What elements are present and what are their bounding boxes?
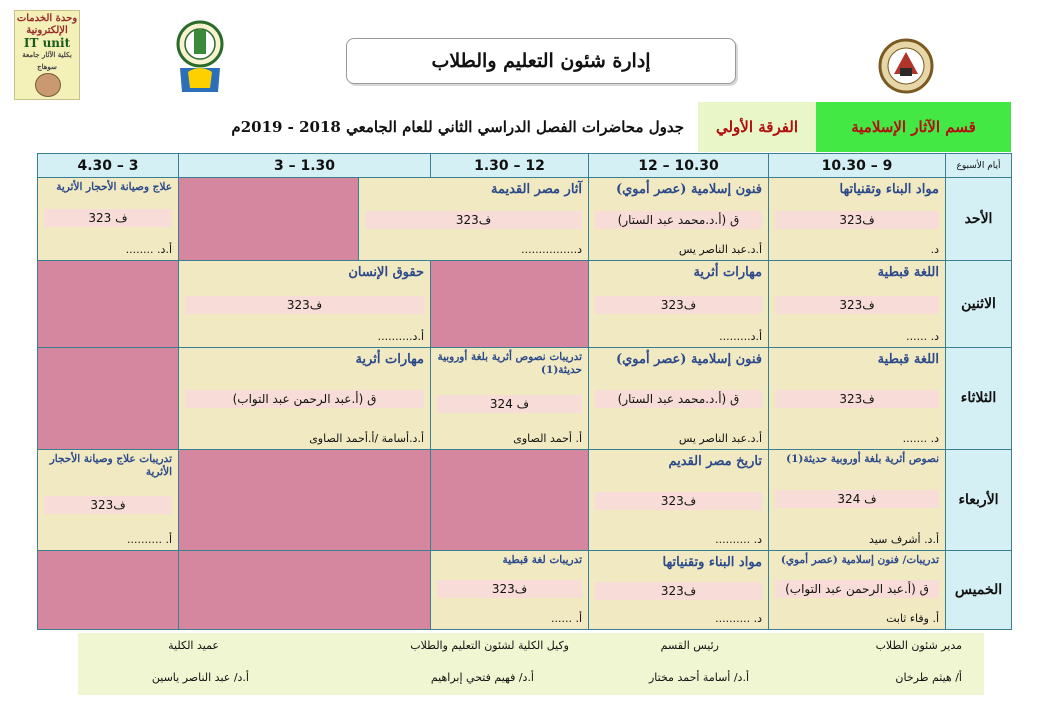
empty-slot (179, 449, 431, 551)
course-title: تدريبات نصوص أثرية بلغة أوروبية حديثة(1) (437, 351, 583, 376)
page-title: إدارة شئون التعليم والطلاب (346, 38, 736, 84)
instructor-label: د................ (521, 242, 583, 256)
empty-slot (179, 178, 359, 261)
day-label: الأحد (946, 178, 1012, 261)
instructor-label: أ.د. ........ (125, 242, 172, 256)
instructor-label: د. .......... (715, 612, 763, 625)
empty-slot (38, 260, 179, 347)
role-vice-dean: وكيل الكلية لشئون التعليم والطلاب (410, 639, 569, 652)
schedule-header (93, 102, 1011, 152)
course-title: مهارات أثرية (693, 264, 763, 280)
slots-row (38, 154, 1012, 178)
role-student-affairs: مدير شئون الطلاب (875, 639, 962, 652)
name-student-affairs: أ/ هيثم طرخان (895, 671, 962, 684)
lecture-cell (431, 348, 589, 450)
room-label: ف323 (44, 496, 172, 514)
room-label: ف323 (775, 211, 939, 229)
room-label: ف323 (185, 296, 424, 314)
day-row (38, 178, 1012, 261)
room-label: ف323 (437, 580, 582, 598)
instructor-label: د. ...... (906, 329, 940, 343)
name-department-head: أ.د/ أسامة أحمد مختار (648, 671, 749, 684)
role-dean: عميد الكلية (168, 639, 219, 652)
course-title: علاج وصيانة الأحجار الأثرية (56, 181, 172, 193)
day-label: الاثنين (946, 260, 1012, 347)
instructor-label: أ.د.أسامة /أ.أحمد الصاوى (309, 431, 425, 445)
course-title: مواد البناء وتقنياتها (839, 182, 940, 197)
instructor-label: د. ....... (902, 431, 940, 445)
room-label: ف323 (595, 492, 762, 510)
slot-header: 1.30 – 3 (179, 154, 431, 178)
logo-line-2: الإلكترونية (26, 25, 68, 36)
instructor-label: أ. أحمد الصاوى (513, 431, 583, 445)
it-unit-logo (14, 10, 80, 100)
empty-slot (431, 260, 589, 347)
day-row (38, 449, 1012, 551)
course-title: فنون إسلامية (عصر أموي) (615, 182, 763, 197)
instructor-label: أ. ...... (550, 612, 583, 625)
slot-header: 3 – 4.30 (38, 154, 179, 178)
lecture-cell (431, 551, 589, 630)
empty-slot (38, 348, 179, 450)
signatures-footer (78, 633, 984, 695)
day-row (38, 348, 1012, 450)
logo-line-3: IT unit (23, 36, 71, 50)
lecture-cell (589, 449, 769, 551)
schedule-title: جدول محاضرات الفصل الدراسي الثاني للعام الجامعي 2018 - 2019م (93, 102, 698, 152)
room-label: ق (أ.د.محمد عبد الستار) (595, 390, 762, 408)
department-label: قسم الآثار الإسلامية (816, 102, 1011, 152)
course-title: مواد البناء وتقنياتها (662, 555, 763, 571)
faculty-logo (170, 18, 230, 96)
instructor-label: د. .......... (715, 533, 763, 547)
course-title: فنون إسلامية (عصر أموي) (615, 352, 763, 367)
course-title: حقوق الإنسان (348, 264, 425, 280)
role-department-head: رئيس القسم (660, 639, 719, 652)
room-label: ف 323 (44, 209, 172, 227)
day-label: الثلاثاء (946, 348, 1012, 450)
lecture-cell (589, 178, 769, 261)
lecture-cell (589, 260, 769, 347)
lecture-cell (769, 178, 946, 261)
day-row (38, 551, 1012, 630)
instructor-label: د. (930, 242, 940, 256)
empty-slot (179, 551, 431, 630)
schedule-table (37, 153, 1012, 630)
room-label: ق (أ.عبد الرحمن عبد التواب) (185, 390, 424, 408)
room-label: ف323 (595, 582, 762, 600)
room-label: ف323 (365, 211, 582, 229)
empty-slot (38, 551, 179, 630)
course-title: نصوص أثرية بلغة أوروبية حديثة(1) (786, 452, 940, 465)
name-vice-dean: أ.د/ فهيم فتحي إبراهيم (430, 671, 534, 684)
room-label: ق (أ.د.محمد عبد الستار) (595, 211, 762, 229)
instructor-label: أ.د......... (719, 329, 763, 343)
course-title: اللغة قبطية (877, 352, 940, 367)
course-title: مهارات أثرية (355, 352, 425, 367)
course-title: اللغة قبطية (877, 264, 940, 280)
slot-header: 12 – 1.30 (431, 154, 589, 178)
lecture-cell (38, 178, 179, 261)
days-header: أيام الأسبوع (946, 154, 1012, 178)
lecture-cell (359, 178, 589, 261)
course-title: تدريبات علاج وصيانة الأحجار الأثرية (49, 452, 172, 478)
course-title: تدريبات لغة قبطية (502, 554, 583, 567)
instructor-label: أ.د. أشرف سيد (869, 533, 940, 547)
lecture-cell (38, 449, 179, 551)
room-label: ف323 (775, 390, 939, 408)
room-label: ف 324 (437, 395, 582, 413)
slot-header: 9 – 10.30 (769, 154, 946, 178)
room-label: ق (أ.عبد الرحمن عبد التواب) (775, 580, 939, 598)
instructor-label: أ. وفاء ثابت (886, 612, 940, 625)
lecture-cell (769, 260, 946, 347)
lecture-cell (769, 551, 946, 630)
slot-header: 10.30 – 12 (589, 154, 769, 178)
room-label: ف323 (595, 296, 762, 314)
day-label: الخميس (946, 551, 1012, 630)
lecture-cell (179, 348, 431, 450)
university-emblem (878, 38, 934, 94)
logo-line-1: وحدة الخدمات (16, 13, 78, 24)
lecture-cell (179, 260, 431, 347)
instructor-label: أ. .......... (126, 533, 172, 547)
portrait-icon (35, 73, 61, 97)
name-dean: أ.د/ عبد الناصر ياسين (151, 671, 249, 684)
day-label: الأربعاء (946, 449, 1012, 551)
instructor-label: أ.د.عبد الناصر يس (678, 431, 763, 445)
lecture-cell (589, 551, 769, 630)
course-title: تاريخ مصر القديم (668, 453, 763, 469)
day-row (38, 260, 1012, 347)
room-label: ف323 (775, 296, 939, 314)
year-label: الفرقة الأولي (698, 102, 816, 152)
lecture-cell (589, 348, 769, 450)
course-title: آثار مصر القديمة (491, 182, 583, 197)
logo-line-4: بكلية الآثار جامعة سوهاج (22, 50, 72, 71)
empty-slot (431, 449, 589, 551)
lecture-cell (769, 348, 946, 450)
instructor-label: أ.د.عبد الناصر يس (678, 242, 763, 256)
course-title: تدريبات/ فنون إسلامية (عصر أموي) (780, 554, 940, 567)
instructor-label: أ.د.......... (377, 329, 425, 343)
lecture-cell (769, 449, 946, 551)
room-label: ف 324 (775, 490, 939, 508)
